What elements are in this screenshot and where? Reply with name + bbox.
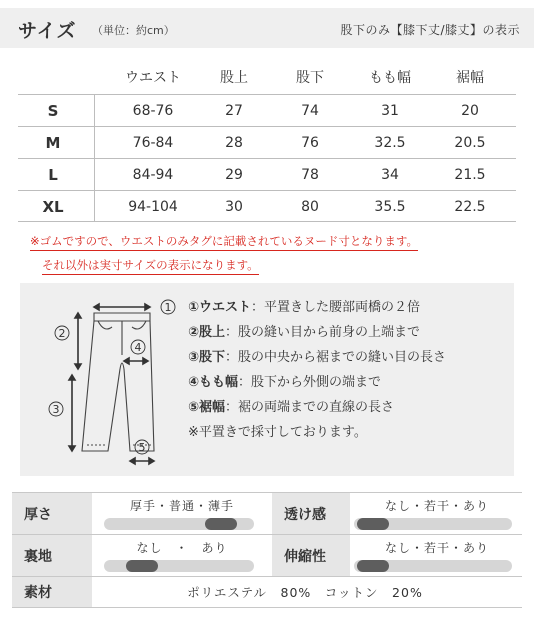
stretch-options: なし・若干・あり	[384, 541, 489, 555]
column-header: もも幅	[369, 70, 411, 86]
table-cell: 27	[225, 103, 243, 119]
table-cell: 21.5	[454, 167, 486, 183]
transparency-scale	[354, 518, 512, 530]
actual-size-note: それ以外は実寸サイズの表示になります。	[42, 257, 259, 275]
table-row	[18, 126, 516, 158]
lining-scale	[104, 560, 254, 572]
legend-term: ④もも幅	[188, 375, 239, 390]
size-label: M	[45, 134, 61, 152]
legend-desc: ：裾の両端までの直線の長さ	[225, 400, 395, 415]
legend-term: ③股下	[188, 350, 226, 365]
marker-5: 5	[138, 441, 146, 454]
transparency-indicator	[357, 518, 389, 530]
table-cell: 76	[301, 135, 319, 151]
thickness-scale	[104, 518, 254, 530]
table-row	[18, 158, 516, 190]
table-cell: 74	[301, 103, 319, 119]
table-cell: 80	[301, 199, 319, 215]
table-cell: 94-104	[128, 199, 178, 215]
lining-options: なし ・ あり	[136, 541, 228, 555]
table-cell: 34	[381, 167, 399, 183]
legend-footnote: ※平置きで採寸しております。	[188, 425, 367, 440]
table-cell: 28	[225, 135, 243, 151]
material-label: 素材	[12, 577, 92, 607]
table-cell: 78	[301, 167, 319, 183]
unit-label: （単位：約cm）	[92, 24, 175, 37]
spec-row	[12, 492, 522, 534]
table-cell: 32.5	[374, 135, 406, 151]
marker-3: 3	[52, 403, 60, 416]
stretch-label: 伸縮性	[272, 535, 350, 576]
spec-row	[12, 576, 522, 608]
legend-desc: ：股の縫い目から前身の上端まで	[225, 325, 421, 340]
marker-1: 1	[164, 301, 172, 314]
transparency-options: なし・若干・あり	[384, 499, 489, 513]
table-row	[18, 190, 516, 222]
column-header: 股下	[296, 70, 324, 86]
size-label: XL	[42, 198, 64, 216]
lining-indicator	[126, 560, 158, 572]
lining-label: 裏地	[12, 535, 92, 576]
legend-item	[188, 320, 446, 345]
legend-term: ⑤裾幅	[188, 400, 226, 415]
table-cell: 76-84	[132, 135, 174, 151]
table-cell: 35.5	[374, 199, 406, 215]
column-header: ウエスト	[125, 70, 181, 86]
page-title: サイズ	[18, 20, 77, 42]
marker-2: 2	[58, 327, 66, 340]
size-label: S	[47, 102, 59, 120]
spec-row	[12, 534, 522, 576]
column-header: 裾幅	[456, 70, 484, 86]
table-cell: 20.5	[454, 135, 486, 151]
legend-desc: ：股の中央から裾までの縫い目の長さ	[225, 350, 447, 365]
legend-term: ②股上	[188, 325, 226, 340]
legend-item	[188, 295, 446, 320]
table-row	[18, 94, 516, 126]
stretch-scale	[354, 560, 512, 572]
table-cell: 20	[461, 103, 479, 119]
fabric-spec-table	[12, 492, 522, 608]
stretch-indicator	[357, 560, 389, 572]
marker-4: 4	[134, 341, 142, 354]
legend-term: ①ウエスト	[188, 300, 252, 315]
legend-item	[188, 370, 446, 395]
size-table	[18, 62, 516, 222]
table-cell: 31	[381, 103, 399, 119]
table-header-row	[18, 62, 516, 94]
legend-item	[188, 395, 446, 420]
legend-desc: ：平置きした腰部両橋の２倍	[251, 300, 421, 315]
size-header	[0, 8, 534, 48]
measurement-diagram	[20, 283, 514, 476]
table-cell: 29	[225, 167, 243, 183]
legend-desc: ：股下から外側の端まで	[238, 375, 382, 390]
waist-nude-size-note: ※ゴムですので、ウエストのみタグに記載されているヌード寸となります。	[30, 233, 418, 251]
table-cell: 84-94	[132, 167, 174, 183]
thickness-options: 厚手・普通・薄手	[129, 499, 234, 513]
material-value: ポリエステル 80% コットン 20%	[187, 585, 423, 600]
table-cell: 22.5	[454, 199, 486, 215]
inseam-note: 股下のみ【膝下丈/膝丈】の表示	[340, 23, 520, 37]
measurement-legend	[188, 295, 446, 445]
thickness-indicator	[205, 518, 237, 530]
size-label: L	[48, 166, 58, 184]
transparency-label: 透け感	[272, 493, 350, 534]
column-header: 股上	[220, 70, 248, 86]
pants-illustration	[42, 291, 192, 471]
table-cell: 68-76	[132, 103, 174, 119]
legend-item	[188, 345, 446, 370]
table-cell: 30	[225, 199, 243, 215]
thickness-label: 厚さ	[12, 493, 92, 534]
